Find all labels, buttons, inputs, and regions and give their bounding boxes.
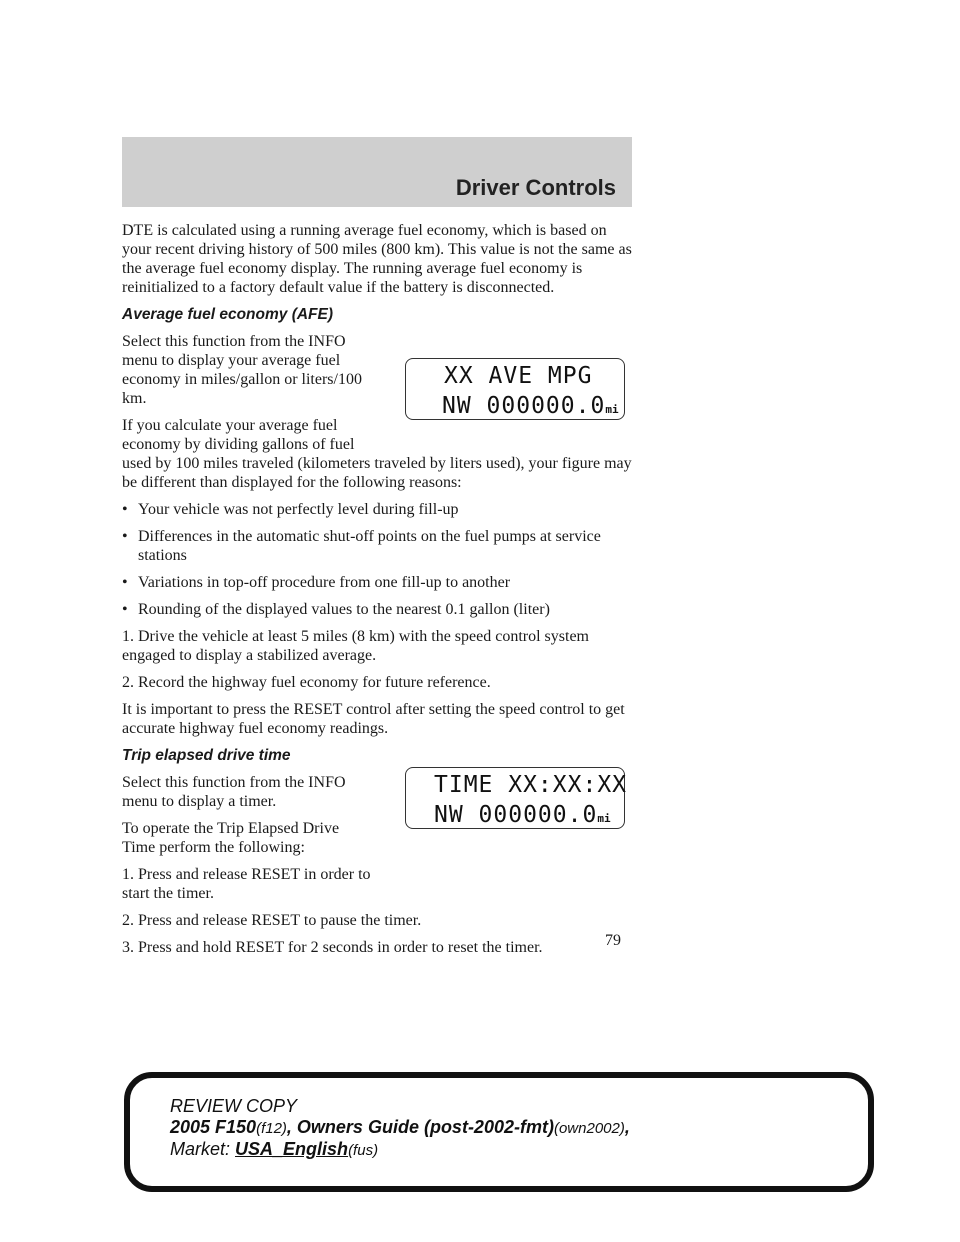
display-odometer: NW 000000.0 <box>434 802 598 828</box>
section-title: Driver Controls <box>455 175 616 200</box>
step-2: 2. Record the highway fuel economy for future reference. <box>122 674 491 691</box>
trip-paragraph-1: Select this function from the INFO menu to display a timer. <box>122 774 346 810</box>
list-item <box>122 500 632 519</box>
model-name: 2005 F150 <box>170 1117 257 1137</box>
afe-paragraph-1: Select this function from the INFO menu to display your average fuel economy in miles/gallon or liters/100 km. <box>122 333 362 407</box>
trip-heading: Trip elapsed drive time <box>122 747 291 764</box>
afe-paragraph-2a: If you calculate your average fuel economy by dividing gallons of fuel <box>122 417 355 453</box>
list-item <box>122 527 632 565</box>
display-line-2 <box>406 391 624 425</box>
guide-line <box>170 1117 630 1139</box>
bullet-icon: • <box>122 601 128 618</box>
market-label: Market: <box>170 1139 231 1159</box>
market-value: USA_English <box>235 1139 349 1159</box>
review-text-block <box>170 1096 630 1161</box>
bullet-text: Variations in top-off procedure from one fill-up to another <box>138 574 511 591</box>
guide-comma: , <box>624 1117 630 1137</box>
reset-note: It is important to press the RESET control after setting the speed control to get accurate highway fuel economy readings. <box>122 701 625 737</box>
display-odometer: NW 000000.0 <box>442 393 606 419</box>
list-item <box>122 600 632 619</box>
display-unit: mi <box>605 403 619 416</box>
bullet-text: Your vehicle was not perfectly level during fill-up <box>138 501 459 518</box>
page-number: 79 <box>605 932 621 949</box>
guide-name: , Owners Guide (post-2002-fmt) <box>286 1117 554 1137</box>
trip-step-3: 3. Press and hold RESET for 2 seconds in order to reset the timer. <box>122 939 543 956</box>
trip-step-1: 1. Press and release RESET in order to start the timer. <box>122 866 371 902</box>
bullet-icon: • <box>122 528 128 545</box>
bullet-icon: • <box>122 574 128 591</box>
bullet-text: Rounding of the displayed values to the nearest 0.1 gallon (liter) <box>138 601 550 618</box>
display-line-1: TIME XX:XX:XX <box>434 772 628 798</box>
review-label: REVIEW COPY <box>170 1096 298 1116</box>
afe-heading: Average fuel economy (AFE) <box>122 306 334 323</box>
list-item <box>122 573 632 592</box>
step-1: 1. Drive the vehicle at least 5 miles (8 km) with the speed control system engaged to display a stabilized average. <box>122 628 589 664</box>
market-code: (fus) <box>348 1142 379 1159</box>
market-line <box>170 1139 630 1161</box>
timer-display-illustration <box>405 767 628 829</box>
display-unit: mi <box>597 812 611 825</box>
model-code: (f12) <box>256 1120 287 1137</box>
guide-code: (own2002) <box>553 1120 625 1137</box>
bullet-text: Differences in the automatic shut-off points on the fuel pumps at service stations <box>138 528 601 564</box>
intro-paragraph: DTE is calculated using a running average fuel economy, which is based on your recent driving history of 500 miles (800 km). This value is not the same as the average fuel economy display. The running average fuel economy is reinitialized to a factory default value if the battery is disconnected. <box>122 222 632 296</box>
afe-display-illustration <box>405 358 625 420</box>
trip-step-2: 2. Press and release RESET to pause the timer. <box>122 912 422 929</box>
page-content <box>122 221 632 965</box>
afe-paragraph-2b: used by 100 miles traveled (kilometers traveled by liters used), your figure may be different than displayed for the following reasons: <box>122 455 632 491</box>
trip-paragraph-2: To operate the Trip Elapsed Drive Time perform the following: <box>122 820 340 856</box>
display-line-2 <box>406 800 624 834</box>
review-copy-footer <box>124 1072 874 1192</box>
bullet-icon: • <box>122 501 128 518</box>
section-header-band <box>122 137 632 207</box>
display-line-1: XX AVE MPG <box>444 363 593 389</box>
